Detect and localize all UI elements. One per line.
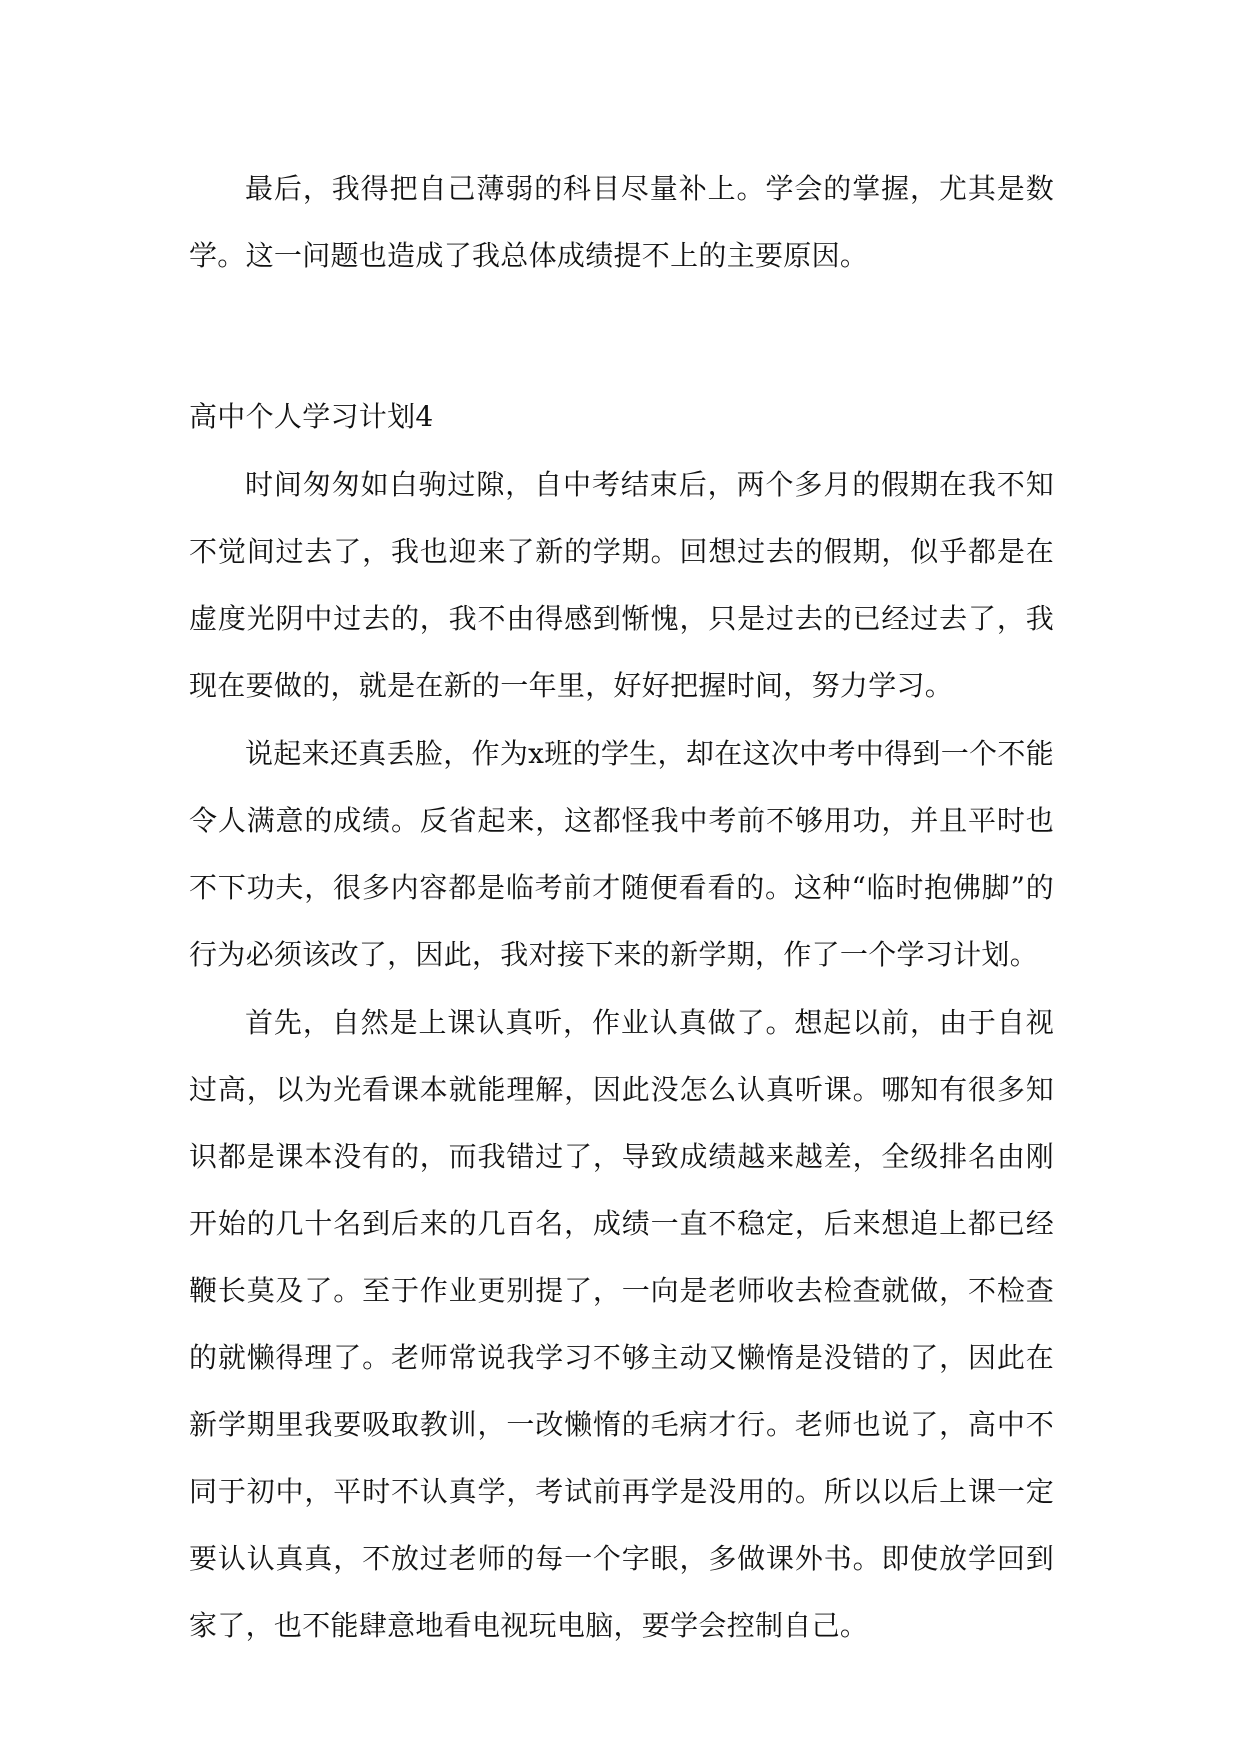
document-body: [189, 155, 1054, 1660]
paragraph-closing-previous-section: 最后，我得把自己薄弱的科目尽量补上。学会的掌握，尤其是数学。这一问题也造成了我总体成绩提不上的主要原因。: [189, 172, 1054, 272]
paragraph-intro: 时间匆匆如白驹过隙，自中考结束后，两个多月的假期在我不知不觉间过去了，我也迎来了新的学期。回想过去的假期，似乎都是在虚度光阴中过去的，我不由得感到惭愧，只是过去的已经过去了，我现在要做的，就是在新的一年里，好好把握时间，努力学习。: [189, 468, 1054, 702]
section-heading: 高中个人学习计划4: [189, 400, 434, 433]
paragraph-plan-first: 首先，自然是上课认真听，作业认真做了。想起以前，由于自视过高，以为光看课本就能理解，因此没怎么认真听课。哪知有很多知识都是课本没有的，而我错过了，导致成绩越来越差，全级排名由刚开始的几十名到后来的几百名，成绩一直不稳定，后来想追上都已经鞭长莫及了。至于作业更别提了，一向是老师收去检查就做，不检查的就懒得理了。老师常说我学习不够主动又懒惰是没错的了，因此在新学期里我要吸取教训，一改懒惰的毛病才行。老师也说了，高中不同于初中，平时不认真学，考试前再学是没用的。所以以后上课一定要认认真真，不放过老师的每一个字眼，多做课外书。即使放学回到家了，也不能肆意地看电视玩电脑，要学会控制自己。: [189, 1006, 1054, 1642]
paragraph-reflection: 说起来还真丢脸，作为x班的学生，却在这次中考中得到一个不能令人满意的成绩。反省起来，这都怪我中考前不够用功，并且平时也不下功夫，很多内容都是临考前才随便看看的。这种“临时抱佛脚”的行为必须该改了，因此，我对接下来的新学期，作了一个学习计划。: [189, 737, 1054, 971]
